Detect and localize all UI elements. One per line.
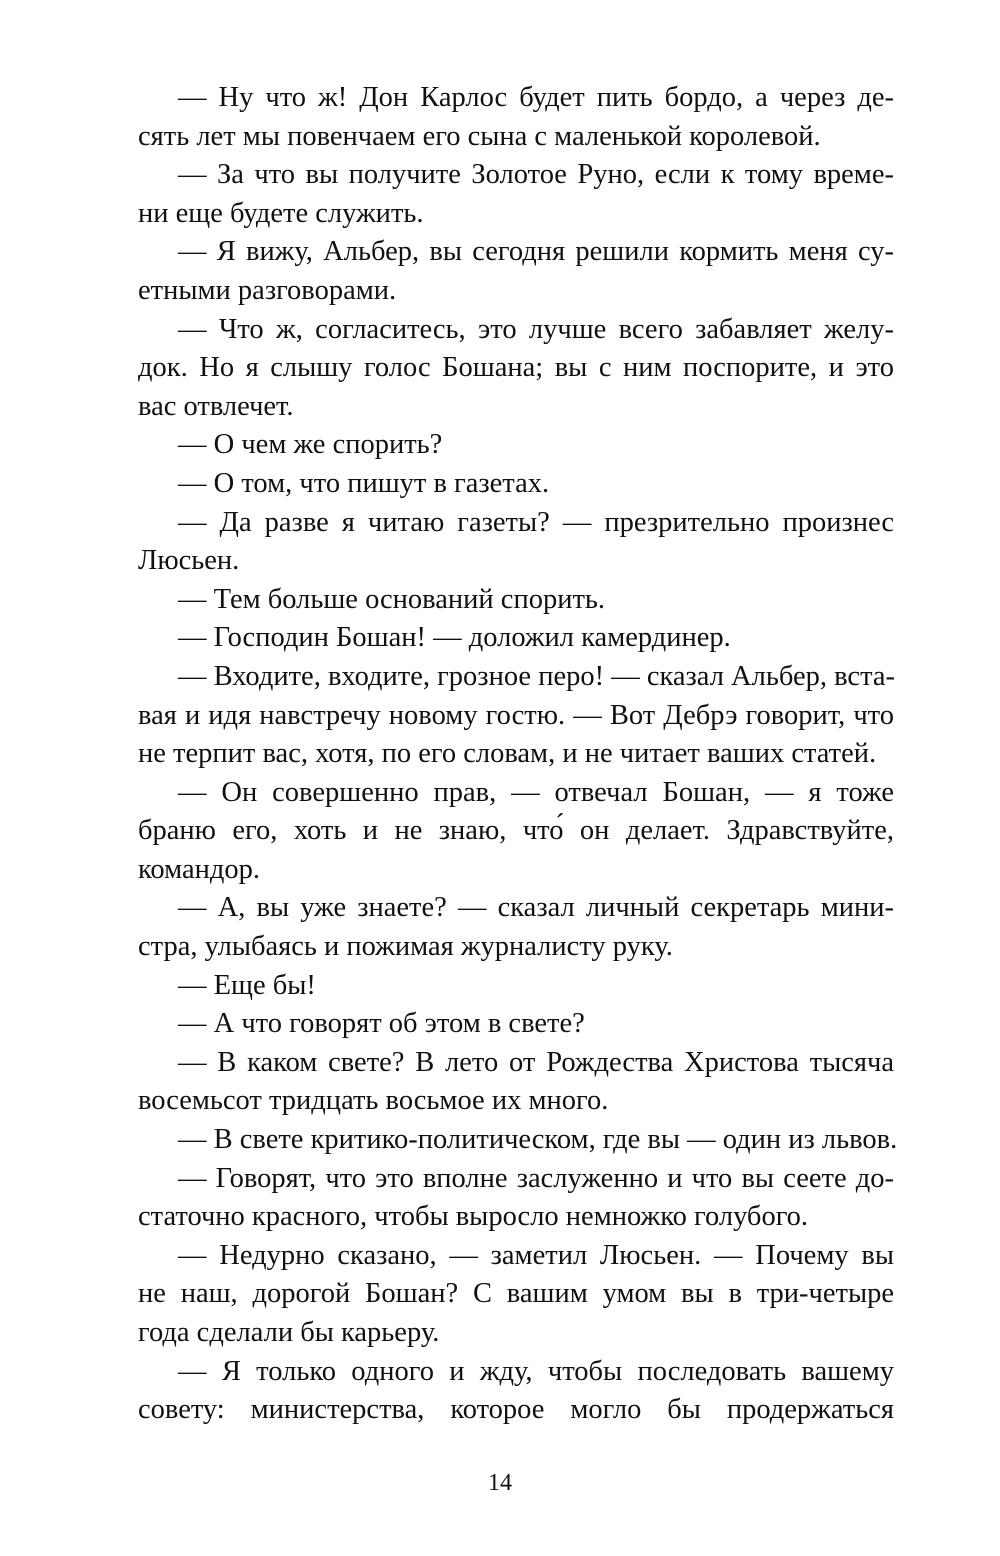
text-line: года сделали бы карьеру. — [138, 1317, 440, 1348]
text-line: етными разговорами. — [138, 274, 397, 306]
text-line: — Недурно сказано, — заметил Люсьен. — Почему вы — [178, 1239, 894, 1271]
text-line: вас отвлечет. — [138, 390, 294, 422]
body-text — [138, 79, 898, 1430]
text-line: — О чем же спорить? — [178, 429, 443, 461]
text-line: — В каком свете? В лето от Рождества Христова тысяча — [178, 1046, 894, 1078]
text-line: ни еще будете служить. — [138, 197, 424, 229]
text-line: — В свете критико-политическом, где вы — один из львов. — [178, 1124, 898, 1156]
text-line: совету: министерства, которое могло бы продержаться — [138, 1394, 894, 1426]
text-line: — А что говорят об этом в свете? — [178, 1008, 585, 1040]
text-line: — А, вы уже знаете? — сказал личный секретарь мини- — [178, 892, 894, 924]
text-line: статочно красного, чтобы выросло немножко голубого. — [138, 1201, 809, 1233]
text-line: Люсьен. — [138, 545, 240, 577]
text-line: — Что ж, согласитесь, это лучше всего забавляет желу- — [178, 313, 894, 345]
text-line: — Говорят, что это вполне заслуженно и что вы сеете до- — [178, 1162, 894, 1194]
text-line: восемьсот тридцать восьмое их много. — [138, 1085, 609, 1117]
text-line: — Господин Бошан! — доложил камердинер. — [178, 622, 731, 654]
text-line: — О том, что пишут в газетах. — [178, 467, 550, 499]
text-line: — За что вы получите Золотое Руно, если к тому време- — [178, 159, 894, 191]
text-line: браню его, хоть и не знаю, что́ он делает. Здравствуйте, — [138, 815, 894, 847]
text-line: не терпит вас, хотя, по его словам, и не читает ваших статей. — [138, 738, 877, 770]
text-line: не наш, дорогой Бошан? С вашим умом вы в три-четыре — [138, 1278, 894, 1310]
text-line: — Ну что ж! Дон Карлос будет пить бордо, а через де- — [178, 82, 894, 113]
text-line: — Он совершенно прав, — отвечал Бошан, — я тоже — [178, 776, 894, 808]
text-line: — Да разве я читаю газеты? — презрительно произнес — [178, 506, 894, 538]
text-line: — Тем больше оснований спорить. — [178, 583, 606, 615]
text-line: — Входите, входите, грозное перо! — сказал Альбер, вста- — [178, 660, 896, 692]
text-line: — Я вижу, Альбер, вы сегодня решили кормить меня су- — [178, 236, 894, 268]
text-line: — Еще бы! — [178, 969, 316, 1001]
text-line: — Я только одного и жду, чтобы последовать вашему — [178, 1355, 894, 1387]
text-line: стра, улыбаясь и пожимая журналисту руку. — [138, 931, 673, 963]
text-line: вая и идя навстречу новому гостю. — Вот Дебрэ говорит, что — [138, 699, 894, 731]
text-line: док. Но я слышу голос Бошана; вы с ним поспорите, и это — [138, 352, 894, 384]
text-line: командор. — [138, 853, 260, 885]
page-number: 14 — [488, 1470, 512, 1496]
text-line: сять лет мы повенчаем его сына с маленькой королевой. — [138, 120, 821, 152]
